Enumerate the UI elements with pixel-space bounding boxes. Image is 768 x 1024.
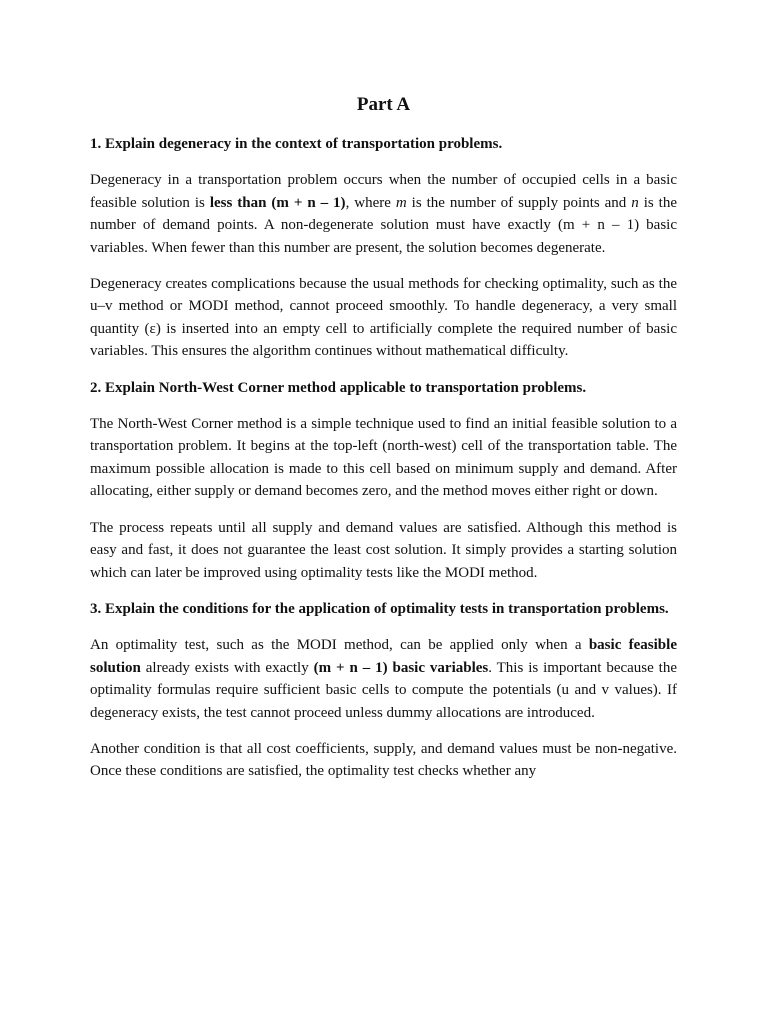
question-2-paragraph-2: The process repeats until all supply and demand values are satisfied. Although this method is easy and fast, it does not guarantee the least cost solution. It simply provides a starting solution which can later be improved using optimality tests like the MODI method.	[90, 519, 677, 581]
question-1-paragraph-2: Degeneracy creates complications because the usual methods for checking optimality, such as the u–v method or MODI method, cannot proceed smoothly. To handle degeneracy, a very small quantity (ε) is inserted into an empty cell to artificially complete the required number of basic variables. This ensures the algorithm continues without mathematical difficulty.	[90, 276, 677, 360]
question-1-heading: 1. Explain degeneracy in the context of transportation problems.	[90, 136, 503, 152]
page-title: Part A	[356, 94, 411, 115]
question-3-paragraph-2: Another condition is that all cost coefficients, supply, and demand values must be non-negative. Once these conditions are satisfied, the optimality test checks whether any	[90, 740, 677, 780]
italic-run: n	[631, 194, 639, 211]
text-run: . This is important because the optimality formulas require sufficient basic cells to compute the potentials (u and v values). If degeneracy exists, the test cannot proceed unless dummy allocations are introduced.	[90, 659, 678, 721]
bold-run: basic feasible solution	[90, 637, 677, 676]
text-run: is the number of supply points and	[406, 194, 632, 211]
question-2-heading: 2. Explain North-West Corner method applicable to transportation problems.	[90, 379, 587, 396]
text-run: Degeneracy in a transportation problem occurs when the number of occupied cells in a basic feasible solution is	[90, 172, 677, 211]
bold-run: less than (m + n – 1)	[209, 194, 346, 211]
question-3-heading: 3. Explain the conditions for the application of optimality tests in transportation problems.	[90, 600, 669, 617]
text-run: already exists with exactly	[140, 659, 314, 676]
question-3-paragraph-1	[90, 634, 677, 724]
text-run: is the number of demand points. A non-degenerate solution must have exactly (m + n – 1) basic variables. When fewer than this number are present, the solution becomes degenerate.	[90, 194, 677, 256]
italic-run: m	[395, 194, 407, 211]
text-run: , where	[345, 194, 396, 211]
bold-run: (m + n – 1) basic variables	[313, 659, 489, 676]
question-2-paragraph-1: The North-West Corner method is a simple technique used to find an initial feasible solution to a transportation problem. It begins at the top-left (north-west) cell of the transportation table. The maximum possible allocation is made to this cell based on minimum supply and demand. After allocating, either supply or demand becomes zero, and the method moves either right or down.	[90, 416, 677, 500]
question-1-paragraph-1	[90, 169, 677, 259]
text-run: An optimality test, such as the MODI method, can be applied only when a	[90, 637, 589, 654]
document-body	[90, 91, 677, 797]
